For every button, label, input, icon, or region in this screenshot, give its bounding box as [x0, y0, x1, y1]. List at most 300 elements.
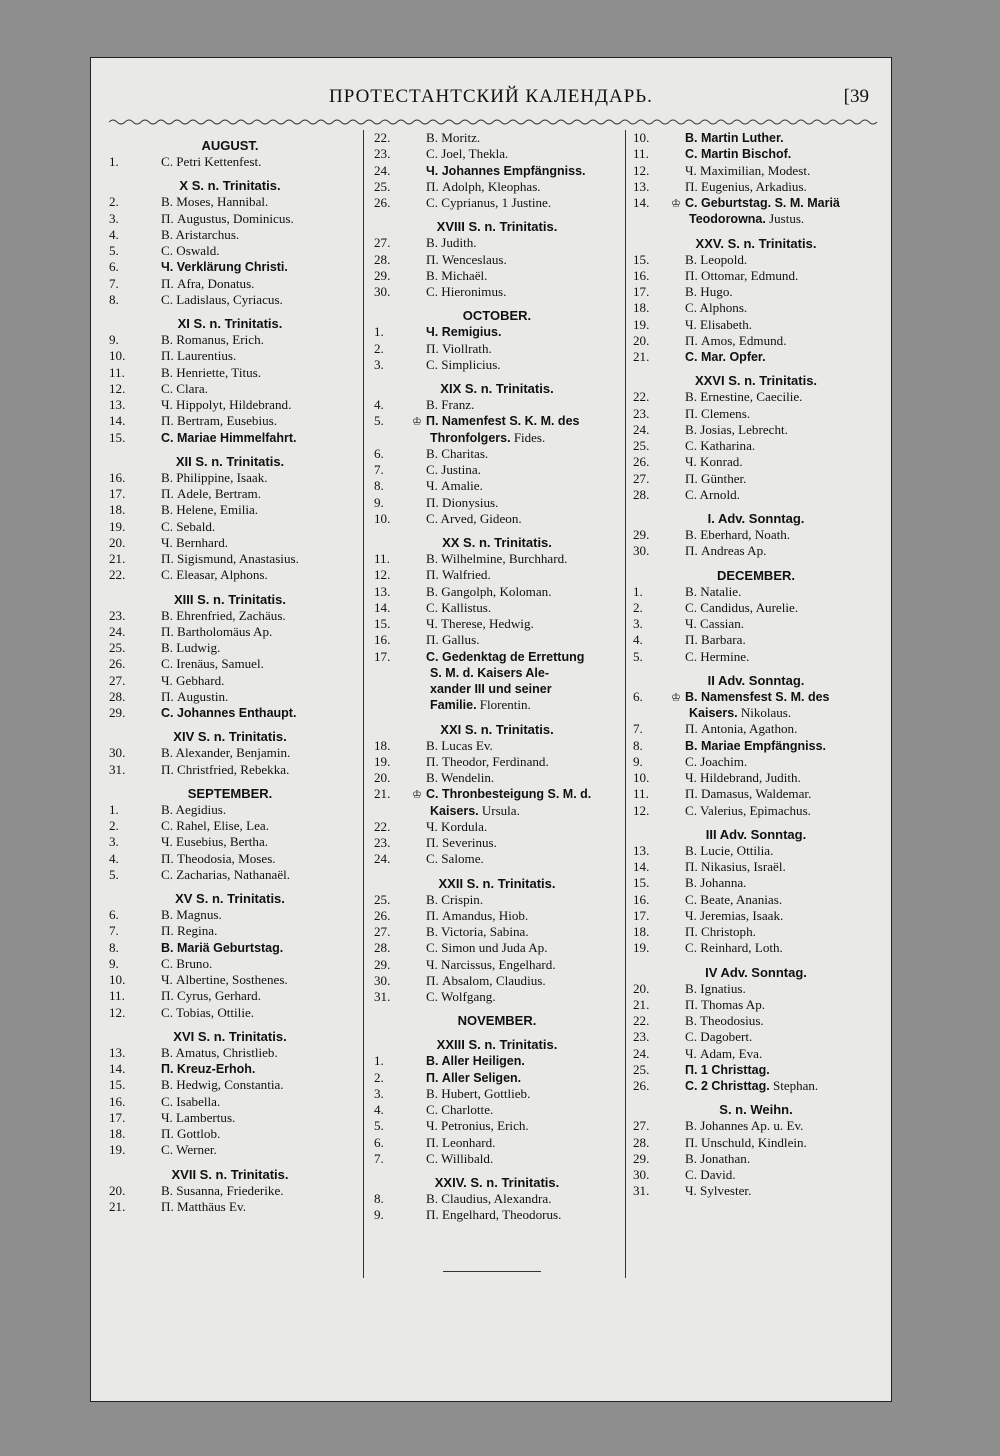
day-number: 4. — [109, 850, 119, 866]
calendar-entry — [625, 349, 887, 365]
section-heading: XXV. S. n. Trinitatis. — [695, 235, 817, 251]
day-number: 9. — [633, 753, 643, 769]
day-number: 30. — [374, 284, 391, 299]
entry-text: Ч. Narcissus, Engelhard. — [426, 956, 556, 972]
entry-text: П. Unschuld, Kindlein. — [685, 1134, 807, 1150]
day-number: 5. — [374, 413, 384, 429]
entry-text: C. Simon und Juda Ap. — [426, 940, 548, 956]
calendar-entry — [366, 940, 628, 956]
entry-text: П. Augustin. — [161, 688, 229, 704]
entry-text: C. Joel, Thekla. — [426, 146, 509, 162]
entry-text: П. Sigismund, Anastasius. — [161, 551, 299, 566]
day-number: 6. — [374, 1134, 384, 1150]
day-number: 8. — [109, 939, 119, 955]
calendar-entry — [101, 1045, 359, 1061]
entry-text: П. Bertram, Eusebius. — [161, 413, 278, 429]
calendar-entry — [101, 365, 359, 381]
calendar-entry — [101, 519, 359, 535]
day-number: 15. — [633, 875, 650, 891]
entry-text: B. Michaël. — [426, 267, 488, 283]
calendar-entry — [366, 130, 628, 146]
day-number: 26. — [374, 195, 391, 210]
entry-text: П. Günther. — [685, 470, 747, 486]
calendar-entry — [101, 348, 359, 364]
calendar-entry — [101, 1077, 359, 1093]
entry-text: П. Aller Seligen. — [426, 1070, 522, 1085]
calendar-entry-continuation — [366, 665, 628, 681]
calendar-entry — [101, 705, 359, 721]
calendar-entry — [366, 819, 628, 835]
entry-text: П. Augustus, Dominicus. — [161, 210, 294, 226]
entry-text: C. David. — [685, 1167, 736, 1182]
entry-text: B. Aller Heiligen. — [426, 1054, 525, 1069]
section-heading: III Adv. Sonntag. — [705, 826, 807, 842]
calendar-entry — [101, 292, 359, 308]
day-number: 18. — [633, 924, 650, 939]
entry-text: П. Matthäus Ev. — [161, 1198, 246, 1214]
calendar-entry — [625, 770, 887, 786]
entry-text: П. Walfried. — [426, 567, 491, 583]
section-heading: NOVEMBER. — [457, 1013, 537, 1029]
calendar-entry — [625, 422, 887, 438]
entry-text: Ч. Remigius. — [426, 325, 502, 340]
entry-text: B. Ignatius. — [685, 980, 746, 996]
calendar-entry — [625, 924, 887, 940]
calendar-entry — [101, 1199, 359, 1215]
calendar-entry — [625, 875, 887, 891]
calendar-entry — [101, 624, 359, 640]
calendar-entry — [625, 454, 887, 470]
day-number: 31. — [374, 989, 391, 1004]
calendar-entry — [625, 689, 887, 705]
calendar-entry — [101, 851, 359, 867]
calendar-entry — [366, 770, 628, 786]
day-number: 10. — [633, 770, 650, 785]
crown-icon: ♔ — [412, 789, 422, 802]
calendar-entry — [625, 317, 887, 333]
entry-text: B. Mariä Geburtstag. — [161, 940, 284, 955]
day-number: 23. — [374, 835, 391, 850]
calendar-entry — [366, 324, 628, 340]
calendar-entry — [101, 834, 359, 850]
entry-text: П. Wenceslaus. — [426, 251, 507, 267]
entry-text: B. Lucie, Ottilia. — [685, 842, 774, 858]
day-number: 20. — [633, 332, 650, 348]
entry-text: Ч. Sylvester. — [685, 1183, 752, 1199]
column-september-november — [366, 130, 628, 1224]
entry-text: C. Gedenktag de Errettung — [426, 649, 585, 664]
day-number: 28. — [374, 251, 391, 267]
calendar-entry — [625, 1029, 887, 1045]
day-number: 27. — [374, 924, 391, 939]
day-number: 1. — [109, 801, 119, 817]
calendar-entry — [625, 406, 887, 422]
entry-text: П. Engelhard, Theodorus. — [426, 1207, 562, 1223]
day-number: 7. — [374, 1150, 384, 1166]
entry-saint-name: Justus. — [765, 211, 805, 227]
calendar-entry — [366, 235, 628, 251]
calendar-entry — [625, 130, 887, 146]
entry-text: B. Claudius, Alexandra. — [426, 1191, 552, 1206]
day-number: 1. — [374, 1053, 384, 1069]
section-heading: S. n. Weihn. — [719, 1102, 793, 1118]
day-number: 26. — [109, 656, 126, 672]
entry-text: П. 1 Christtag. — [685, 1062, 770, 1077]
calendar-entry — [625, 649, 887, 665]
section-heading: XXI S. n. Trinitatis. — [440, 721, 554, 737]
day-number: 27. — [374, 235, 391, 251]
section-heading: II Adv. Sonntag. — [707, 672, 805, 688]
day-number: 16. — [633, 267, 650, 283]
entry-saint-name: Fides. — [510, 429, 546, 445]
calendar-entry — [366, 1053, 628, 1069]
entry-text: C. Thronbesteigung S. M. d. — [426, 787, 592, 802]
day-number: 23. — [109, 607, 126, 623]
calendar-entry-continuation — [366, 697, 628, 713]
calendar-entry — [625, 1151, 887, 1167]
day-number: 11. — [109, 364, 125, 380]
calendar-entry — [101, 413, 359, 429]
entry-saint-name: Florentin. — [476, 697, 531, 713]
calendar-entry — [101, 535, 359, 551]
entry-text: П. Severinus. — [426, 835, 497, 850]
entry-text: Familie. — [430, 698, 477, 713]
day-number: 12. — [633, 162, 650, 178]
calendar-entry — [101, 1183, 359, 1199]
entry-text: Ч. Cassian. — [685, 616, 745, 631]
calendar-entry — [101, 673, 359, 689]
section-heading: XXII S. n. Trinitatis. — [438, 875, 556, 891]
entry-text: C. Reinhard, Loth. — [685, 940, 783, 956]
entry-text: П. Nikasius, Israël. — [685, 859, 786, 874]
day-number: 16. — [109, 469, 126, 485]
entry-text: C. Clara. — [161, 380, 208, 396]
day-number: 21. — [109, 1198, 126, 1214]
calendar-entry-continuation — [366, 803, 628, 819]
entry-text: Ч. Amalie. — [426, 478, 483, 494]
entry-text: C. 2 Christtag. — [685, 1079, 770, 1093]
entry-text: П. Laurentius. — [161, 348, 237, 364]
entry-text: C. Tobias, Ottilie. — [161, 1004, 255, 1020]
entry-text: B. Hedwig, Constantia. — [161, 1077, 284, 1093]
day-number: 19. — [633, 940, 650, 956]
calendar-entry — [366, 179, 628, 195]
entry-text: C. Mariae Himmelfahrt. — [161, 430, 297, 445]
entry-text: B. Aegidius. — [161, 801, 227, 817]
day-number: 22. — [374, 130, 391, 145]
entry-text: B. Ludwig. — [161, 640, 221, 655]
day-number: 22. — [633, 389, 650, 405]
calendar-entry — [625, 438, 887, 454]
day-number: 14. — [374, 599, 391, 615]
entry-text: П. Namenfest S. K. M. des — [426, 414, 580, 429]
calendar-entry — [101, 430, 359, 446]
calendar-entry — [366, 1086, 628, 1102]
entry-text: C. Arved, Gideon. — [426, 510, 522, 526]
calendar-entry — [101, 154, 359, 170]
day-number: 11. — [633, 786, 649, 802]
calendar-entry — [366, 786, 628, 802]
day-number: 8. — [374, 478, 384, 494]
section-heading: XXIV. S. n. Trinitatis. — [434, 1175, 560, 1190]
day-number: 22. — [109, 567, 126, 583]
entry-text: П. Damasus, Waldemar. — [685, 786, 812, 802]
entry-text: C. Geburtstag. S. M. Mariä — [685, 196, 840, 210]
day-number: 3. — [109, 834, 119, 850]
day-number: 17. — [374, 648, 391, 664]
calendar-entry — [625, 754, 887, 770]
day-number: 9. — [109, 955, 119, 971]
calendar-entry — [366, 1070, 628, 1086]
entry-text: B. Theodosius. — [685, 1013, 764, 1028]
day-number: 3. — [633, 616, 643, 631]
calendar-entry — [101, 762, 359, 778]
section-heading: XIV S. n. Trinitatis. — [173, 729, 287, 745]
entry-text: C. Oswald. — [161, 243, 220, 258]
day-number: 26. — [633, 1078, 650, 1093]
entry-text: B. Aristarchus. — [161, 226, 240, 242]
calendar-entry — [101, 211, 359, 227]
calendar-entry — [625, 786, 887, 802]
entry-text: B. Gangolph, Koloman. — [426, 583, 552, 599]
day-number: 2. — [109, 818, 119, 833]
crown-icon: ♔ — [412, 416, 422, 429]
entry-text: B. Namensfest S. M. des — [685, 689, 830, 704]
entry-text: П. Adele, Bertram. — [161, 486, 261, 501]
entry-text: П. Andreas Ap. — [685, 543, 767, 559]
day-number: 6. — [374, 445, 384, 461]
calendar-entry — [625, 252, 887, 268]
calendar-entry — [625, 600, 887, 616]
entry-text: Ч. Hildebrand, Judith. — [685, 770, 801, 785]
calendar-entry — [366, 973, 628, 989]
entry-text: Teodorowna. — [689, 212, 766, 227]
calendar-entry — [625, 471, 887, 487]
calendar-entry — [625, 843, 887, 859]
section-heading: XI S. n. Trinitatis. — [177, 316, 283, 331]
day-number: 12. — [633, 802, 650, 818]
day-number: 1. — [374, 324, 384, 340]
day-number: 29. — [633, 1150, 650, 1166]
entry-text: C. Charlotte. — [426, 1102, 494, 1117]
entry-text: B. Moritz. — [426, 130, 481, 145]
calendar-entry — [625, 1167, 887, 1183]
entry-text: C. Mar. Opfer. — [685, 350, 766, 364]
column-august-september — [101, 130, 359, 1215]
day-number: 29. — [374, 267, 391, 283]
entry-text: xander III und seiner — [430, 682, 552, 696]
section-heading: DECEMBER. — [716, 567, 795, 583]
entry-text: Ч. Bernhard. — [161, 534, 229, 550]
entry-text: B. Helene, Emilia. — [161, 502, 259, 518]
day-number: 9. — [374, 494, 384, 510]
day-number: 11. — [109, 988, 125, 1004]
entry-text: П. Ottomar, Edmund. — [685, 267, 799, 283]
calendar-entry — [625, 981, 887, 997]
calendar-entry — [366, 495, 628, 511]
day-number: 13. — [109, 1044, 126, 1060]
entry-text: B. Crispin. — [426, 891, 484, 907]
calendar-entry — [625, 527, 887, 543]
day-number: 19. — [109, 1142, 126, 1158]
day-number: 13. — [374, 583, 391, 599]
calendar-entry — [366, 957, 628, 973]
entry-text: C. Hermine. — [685, 648, 750, 664]
entry-text: Ч. Gebhard. — [161, 672, 225, 688]
entry-text: C. Hieronimus. — [426, 284, 507, 299]
calendar-entry — [625, 333, 887, 349]
day-number: 14. — [109, 413, 126, 429]
entry-text: Ч. Konrad. — [685, 454, 743, 470]
entry-text: П. Amandus, Hiob. — [426, 907, 529, 923]
entry-text: П. Viollrath. — [426, 340, 492, 356]
calendar-entry — [625, 195, 887, 211]
calendar-entry-continuation — [366, 430, 628, 446]
entry-text: П. Barbara. — [685, 632, 746, 648]
day-number: 6. — [109, 259, 119, 275]
day-number: 27. — [633, 1118, 650, 1134]
entry-text: П. Dionysius. — [426, 494, 499, 510]
day-number: 20. — [374, 770, 391, 785]
day-number: 21. — [633, 996, 650, 1012]
day-number: 22. — [633, 1013, 650, 1028]
calendar-entry — [625, 1135, 887, 1151]
day-number: 24. — [374, 851, 391, 867]
entry-text: П. Thomas Ap. — [685, 996, 766, 1012]
calendar-entry — [101, 867, 359, 883]
entry-text: B. Victoria, Sabina. — [426, 924, 529, 939]
day-number: 25. — [633, 438, 650, 453]
day-number: 15. — [633, 251, 650, 267]
day-number: 10. — [374, 510, 391, 526]
day-number: 21. — [633, 349, 650, 364]
day-number: 16. — [374, 632, 391, 648]
day-number: 10. — [633, 130, 650, 145]
entry-text: П. Clemens. — [685, 405, 751, 421]
day-number: 8. — [374, 1191, 384, 1206]
day-number: 5. — [374, 1118, 384, 1134]
entry-text: B. Leopold. — [685, 251, 748, 267]
day-number: 13. — [633, 178, 650, 194]
calendar-page — [90, 57, 892, 1402]
day-number: 29. — [374, 956, 391, 972]
calendar-entry — [625, 632, 887, 648]
day-number: 23. — [374, 146, 391, 162]
day-number: 7. — [633, 721, 643, 737]
entry-saint-name: Nikolaus. — [737, 705, 792, 720]
calendar-entry — [625, 389, 887, 405]
day-number: 4. — [374, 1102, 384, 1117]
calendar-entry — [366, 551, 628, 567]
calendar-entry — [366, 835, 628, 851]
entry-text: B. Josias, Lebrecht. — [685, 421, 788, 437]
calendar-entry — [625, 284, 887, 300]
wavy-rule — [109, 118, 881, 126]
entry-text: B. Magnus. — [161, 907, 222, 922]
day-number: 24. — [633, 1045, 650, 1061]
calendar-entry — [101, 923, 359, 939]
calendar-entry — [101, 640, 359, 656]
entry-text: C. Alphons. — [685, 300, 748, 316]
calendar-entry — [625, 1013, 887, 1029]
calendar-entry — [625, 1062, 887, 1078]
day-number: 15. — [109, 429, 126, 445]
calendar-entry — [625, 300, 887, 316]
calendar-entry — [101, 689, 359, 705]
day-number: 23. — [633, 1029, 650, 1045]
calendar-entry — [101, 194, 359, 210]
calendar-entry — [366, 649, 628, 665]
entry-text: B. Philippine, Isaak. — [161, 469, 268, 485]
calendar-entry — [625, 487, 887, 503]
entry-text: П. Afra, Donatus. — [161, 275, 255, 291]
day-number: 20. — [633, 980, 650, 996]
calendar-entry — [625, 940, 887, 956]
day-number: 2. — [633, 599, 643, 615]
entry-text: B. Wilhelmine, Burchhard. — [426, 551, 568, 566]
day-number: 19. — [633, 316, 650, 332]
entry-text: П. Eugenius, Arkadius. — [685, 178, 807, 194]
entry-text: B. Hubert, Gottlieb. — [426, 1085, 531, 1101]
entry-text: П. Cyrus, Gerhard. — [161, 988, 261, 1004]
day-number: 25. — [374, 178, 391, 194]
calendar-entry — [101, 1094, 359, 1110]
entry-text: C. Kallistus. — [426, 599, 492, 615]
calendar-entry-continuation — [625, 211, 887, 227]
section-heading: IV Adv. Sonntag. — [705, 964, 807, 980]
entry-text: Ч. Jeremias, Isaak. — [685, 907, 784, 923]
page-number: [39 — [843, 86, 869, 107]
entry-text: B. Ernestine, Caecilie. — [685, 389, 803, 405]
entry-text: C. Petri Kettenfest. — [161, 154, 262, 169]
entry-text: C. Irenäus, Samuel. — [161, 656, 264, 672]
entry-text: П. Gallus. — [426, 632, 480, 648]
entry-text: B. Alexander, Benjamin. — [161, 745, 291, 761]
day-number: 29. — [109, 705, 126, 720]
calendar-entry — [366, 478, 628, 494]
day-number: 8. — [633, 737, 643, 753]
calendar-entry — [101, 608, 359, 624]
day-number: 20. — [109, 1182, 126, 1198]
section-heading: OCTOBER. — [462, 308, 532, 324]
day-number: 24. — [374, 162, 391, 178]
day-number: 2. — [374, 340, 384, 356]
day-number: 28. — [109, 688, 126, 704]
section-heading: XVII S. n. Trinitatis. — [171, 1166, 289, 1182]
entry-text: C. Arnold. — [685, 486, 740, 502]
calendar-entry — [366, 397, 628, 413]
entry-text: B. Romanus, Erich. — [161, 332, 264, 347]
day-number: 16. — [633, 891, 650, 907]
crown-icon: ♔ — [671, 691, 681, 704]
calendar-entry — [366, 284, 628, 300]
calendar-entry — [101, 486, 359, 502]
entry-text: Ч. Adam, Eva. — [685, 1045, 763, 1061]
day-number: 3. — [374, 356, 384, 372]
day-number: 30. — [109, 745, 126, 761]
day-number: 28. — [633, 486, 650, 502]
calendar-entry — [101, 1126, 359, 1142]
entry-saint-name: Stephan. — [769, 1078, 819, 1093]
entry-text: Kaisers. — [689, 706, 738, 720]
entry-text: П. Leonhard. — [426, 1134, 496, 1150]
calendar-entry — [366, 1118, 628, 1134]
calendar-entry — [101, 502, 359, 518]
day-number: 22. — [374, 818, 391, 834]
day-number: 19. — [374, 753, 391, 769]
calendar-entry — [366, 341, 628, 357]
calendar-entry — [625, 908, 887, 924]
